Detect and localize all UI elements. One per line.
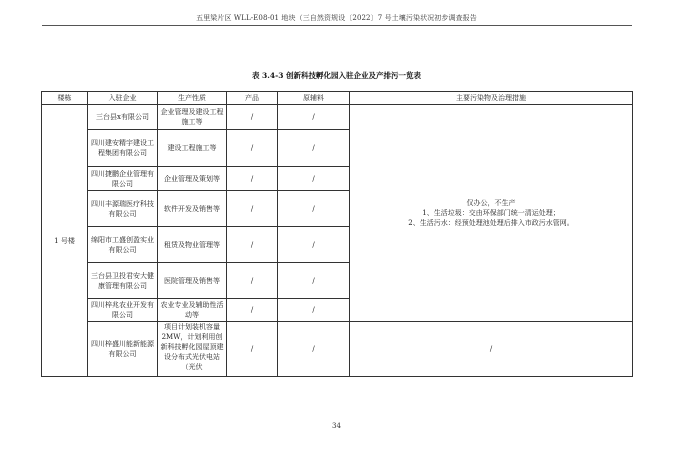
mitigation-merged-cell (350, 105, 633, 322)
nature-cell: 软件开发及销售等 (158, 191, 227, 227)
product-cell: / (227, 191, 278, 227)
nature-cell: 项目计划装机容量2MW，计划利用创新科技孵化园屋顶建设分布式光伏电站（光伏 (158, 322, 227, 377)
material-cell: / (278, 105, 350, 130)
nature-cell: 医院管理及销售等 (158, 263, 227, 299)
col-header-material: 原辅料 (278, 92, 350, 105)
nature-cell: 企业管理及建设工程施工等 (158, 105, 227, 130)
mitigation-line: 仅办公，不生产 (466, 199, 516, 207)
nature-cell: 农业专业及辅助性活动等 (158, 299, 227, 322)
material-cell: / (278, 322, 350, 377)
table-row (42, 322, 633, 377)
product-cell: / (227, 263, 278, 299)
product-cell: / (227, 130, 278, 167)
company-cell: 三台县卫投君安大健康管理有限公司 (88, 263, 158, 299)
product-cell: / (227, 299, 278, 322)
enterprise-pollution-table (41, 91, 633, 377)
mitigation-line: 2、生活污水：经预处理池处理后排入市政污水管网。 (408, 219, 574, 227)
material-cell: / (278, 227, 350, 263)
table-caption: 表 3.4-3 创新科技孵化园入驻企业及产排污一览表 (251, 71, 422, 80)
material-cell: / (278, 299, 350, 322)
product-cell: / (227, 322, 278, 377)
company-cell: 三台县x有限公司 (88, 105, 158, 130)
mitigation-cell: / (350, 322, 633, 377)
nature-cell: 建设工程施工等 (158, 130, 227, 167)
building-cell: 1 号楼 (42, 105, 88, 377)
company-cell: 四川梓盛川能新能源有限公司 (88, 322, 158, 377)
material-cell: / (278, 263, 350, 299)
material-cell: / (278, 191, 350, 227)
company-cell: 四川梓兆农业开发有限公司 (88, 299, 158, 322)
nature-cell: 租赁及物业管理等 (158, 227, 227, 263)
company-cell: 四川丰源瑞医疗科技有限公司 (88, 191, 158, 227)
header-divider (42, 25, 632, 26)
col-header-mitigation: 主要污染物及治理措施 (350, 92, 633, 105)
material-cell: / (278, 167, 350, 191)
mitigation-line: 1、生活垃圾：交由环保部门统一清运处理； (422, 209, 560, 217)
material-cell: / (278, 130, 350, 167)
table-row (42, 105, 633, 130)
nature-cell: 企业管理及策划等 (158, 167, 227, 191)
col-header-building: 楼栋 (42, 92, 88, 105)
table-header-row (42, 92, 633, 105)
col-header-nature: 生产性质 (158, 92, 227, 105)
col-header-product: 产品 (227, 92, 278, 105)
page-header: 五里梁片区 WLL-E08-01 地块（三自然资规设〔2022〕7 号土壤污染状况初步调查报告 (196, 14, 477, 22)
product-cell: / (227, 167, 278, 191)
company-cell: 绵阳市工盛创盈实业有限公司 (88, 227, 158, 263)
col-header-company: 入驻企业 (88, 92, 158, 105)
product-cell: / (227, 227, 278, 263)
company-cell: 四川建安精宇建设工程集团有限公司 (88, 130, 158, 167)
company-cell: 四川捷鹏企业管理有限公司 (88, 167, 158, 191)
page-number: 34 (332, 422, 341, 430)
product-cell: / (227, 105, 278, 130)
